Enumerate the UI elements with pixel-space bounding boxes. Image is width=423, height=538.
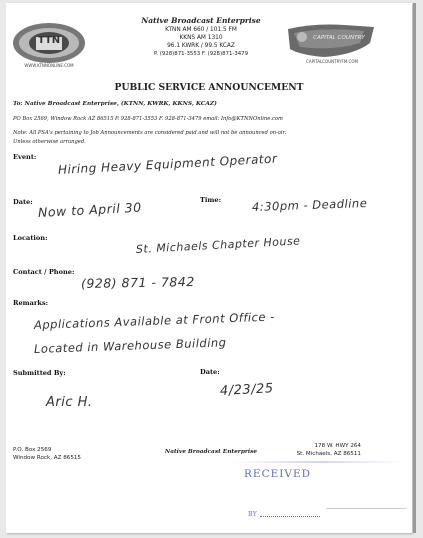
submitted-date-label: Date: bbox=[200, 368, 220, 376]
received-stamp-top-rule bbox=[232, 461, 402, 463]
note-line-1: Note: All PSA's pertaining to Job Announcements are considered paid and will not be announced on-air. bbox=[13, 130, 287, 136]
note-line-2: Unless otherwise arranged. bbox=[13, 139, 86, 145]
event-value: Hiring Heavy Equipment Operator bbox=[57, 151, 278, 177]
footer-right-line-1: 178 W. HWY 264 bbox=[314, 443, 361, 449]
capital-country-logo bbox=[284, 21, 380, 71]
contact-label: Contact / Phone: bbox=[13, 268, 75, 276]
capital-country-logo-caption: CAPITALCOUNTRYFM.COM bbox=[306, 59, 358, 64]
header-line-3: 96.1 KWRK / 99.5 KCAZ bbox=[167, 43, 235, 49]
footer-center: Native Broadcast Enterprise bbox=[164, 449, 258, 455]
psa-form-page bbox=[6, 3, 412, 533]
header-org-name: Native Broadcast Enterprise bbox=[141, 16, 261, 25]
header-line-2: KKNS AM 1310 bbox=[179, 35, 223, 41]
time-label: Time: bbox=[200, 196, 222, 204]
submitted-by-label: Submitted By: bbox=[13, 369, 66, 377]
header-line-1: KTNN AM 660 / 101.5 FM bbox=[165, 27, 237, 33]
remarks-line-1: Applications Available at Front Office - bbox=[33, 309, 275, 332]
received-stamp-text: RECEIVED bbox=[244, 468, 312, 480]
date-label: Date: bbox=[13, 198, 33, 206]
footer-left-line-1: P.O. Box 2569 bbox=[13, 447, 52, 453]
to-line: To: Native Broadcast Enterprise, (KTNN, KWRK, KKNS, KCAZ) bbox=[13, 101, 217, 107]
event-label: Event: bbox=[13, 153, 37, 161]
remarks-line-2: Located in Warehouse Building bbox=[33, 335, 227, 356]
header-line-4: P. (928)871-3553 F. (928)871-3479 bbox=[153, 51, 249, 57]
time-value: 4:30pm - Deadline bbox=[251, 195, 368, 214]
received-stamp-by: BY bbox=[248, 511, 258, 518]
remarks-label: Remarks: bbox=[13, 299, 49, 307]
footer-right-line-2: St. Michaels, AZ 86511 bbox=[296, 451, 361, 457]
address-line: PO Box 2569, Window Rock AZ 86515 P. 928-871-3553 F. 928-871-3479 email: Info@KTNNOnline.com bbox=[13, 116, 283, 122]
contact-value: (928) 871 - 7842 bbox=[80, 274, 195, 291]
date-value: Now to April 30 bbox=[37, 199, 142, 220]
ktnn-logo-text: TTN bbox=[37, 35, 61, 46]
submitted-date-value: 4/23/25 bbox=[219, 381, 274, 399]
document-edge-bar bbox=[413, 3, 416, 533]
form-title: PUBLIC SERVICE ANNOUNCEMENT bbox=[114, 82, 304, 93]
location-label: Location: bbox=[13, 234, 48, 242]
ktnn-logo-caption: WWW.KTNNONLINE.COM bbox=[24, 63, 74, 68]
footer-left-line-2: Window Rock, AZ 86515 bbox=[13, 455, 81, 461]
capital-country-logo-text: CAPITAL COUNTRY bbox=[313, 35, 365, 41]
submitted-by-value: Aric H. bbox=[46, 395, 93, 410]
received-stamp-side-rule bbox=[326, 508, 406, 509]
ktnn-logo bbox=[11, 21, 87, 71]
received-stamp-by-line bbox=[260, 516, 320, 517]
location-value: St. Michaels Chapter House bbox=[135, 234, 301, 256]
